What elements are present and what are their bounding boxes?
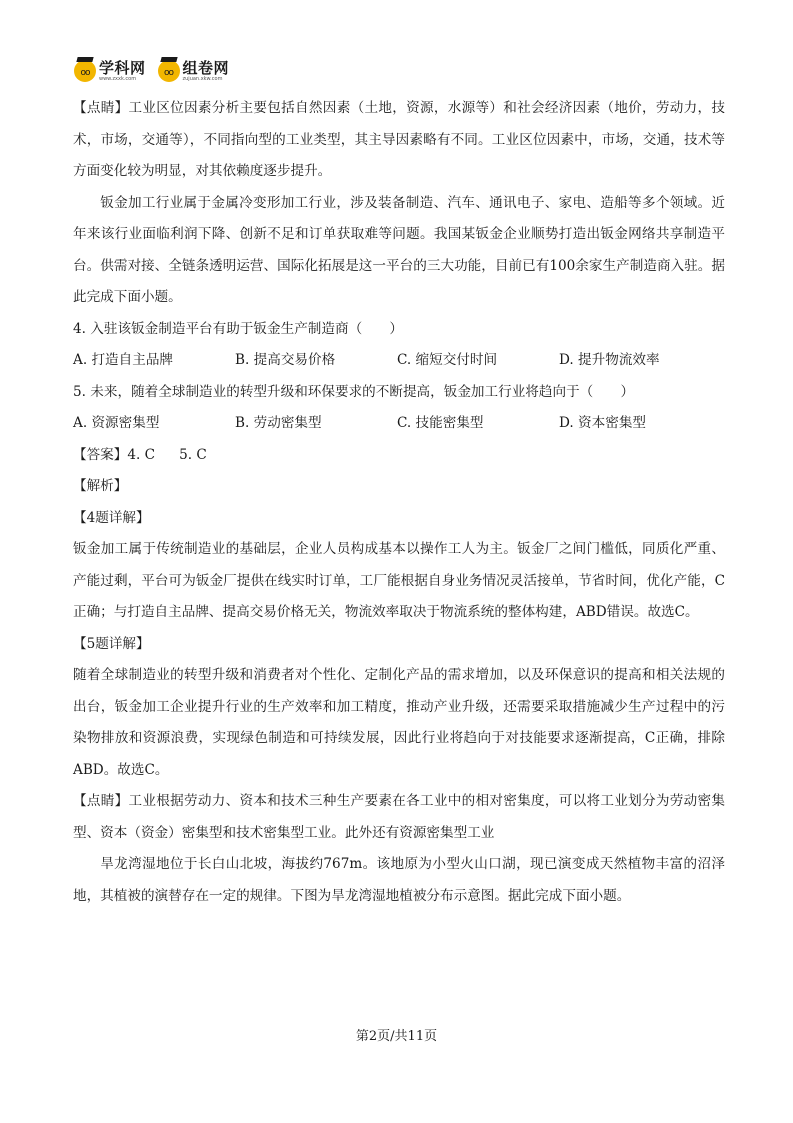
question-4-options (73, 345, 725, 377)
owl-icon: oo (158, 60, 180, 82)
answer-label: 【答案】 (73, 446, 128, 463)
option-d: D. 提升物流效率 (559, 352, 660, 368)
analysis-label: 【解析】 (73, 478, 128, 494)
detail-5-text: 随着全球制造业的转型升级和消费者对个性化、定制化产品的需求增加，以及环保意识的提高和相关法规的出台，钣金加工企业提升行业的生产效率和加工精度，推动产业升级，还需要采取措施减少生产过程中的污染物排放和资源浪费，实现绿色制造和可持续发展，因此行业将趋向于对技能要求逐渐提高，C正确，排除ABD。故选C。 (73, 667, 725, 778)
option-b: B. 劳动密集型 (235, 415, 322, 431)
intro-paragraph: 钣金加工行业属于金属冷变形加工行业，涉及装备制造、汽车、通讯电子、家电、造船等多个领域。近年来该行业面临利润下降、创新不足和订单获取难等问题。我国某钣金企业顺势打造出钣金网络共享制造平台。供需对接、全链条透明运营、国际化拓展是这一平台的三大功能，目前已有100余家生产制造商入驻。据此完成下面小题。 (73, 194, 725, 305)
answer-line (73, 440, 725, 472)
dianjing-2-paragraph: 【点睛】工业根据劳动力、资本和技术三种生产要素在各工业中的相对密集度，可以将工业划分为劳动密集型、资本（资金）密集型和技术密集型工业。此外还有资源密集型工业 (73, 793, 725, 841)
option-c: C. 技能密集型 (397, 415, 484, 431)
xuekewang-logo (74, 60, 146, 82)
page-number: 第2页/共11页 (355, 1029, 438, 1044)
question-4: 4. 入驻该钣金制造平台有助于钣金生产制造商（ ） (73, 320, 403, 337)
question-5: 5. 未来，随着全球制造业的转型升级和环保要求的不断提高，钣金加工行业将趋向于（ ） (73, 383, 635, 400)
option-d: D. 资本密集型 (559, 415, 647, 431)
detail-4-text: 钣金加工属于传统制造业的基础层，企业人员构成基本以操作工人为主。钣金厂之间门槛低，同质化严重、产能过剩，平台可为钣金厂提供在线实时订单，工厂能根据自身业务情况灵活接单，节省时间，优化产能，C正确；与打造自主品牌、提高交易价格无关，物流效率取决于物流系统的整体构建，ABD错误。故选C。 (73, 541, 725, 620)
option-a: A. 打造自主品牌 (73, 352, 174, 368)
document-body (73, 93, 725, 912)
option-b: B. 提高交易价格 (235, 352, 336, 368)
option-a: A. 资源密集型 (73, 415, 160, 431)
question-5-options (73, 408, 725, 440)
logo-name: 学科网 (99, 58, 146, 77)
detail-4-label: 【4题详解】 (73, 509, 150, 526)
logo-url: www.zxxk.com (99, 75, 137, 82)
zujuanwang-logo (158, 60, 230, 82)
answer-5: 5. C (179, 446, 207, 463)
dianjing-paragraph: 【点睛】工业区位因素分析主要包括自然因素（土地，资源，水源等）和社会经济因素（地价，劳动力，技术，市场，交通等），不同指向型的工业类型，其主导因素略有不同。工业区位因素中，市场，交通，技术等方面变化较为明显，对其依赖度逐步提升。 (73, 100, 725, 179)
answer-4: 4. C (127, 446, 156, 463)
option-c: C. 缩短交付时间 (397, 352, 498, 368)
logo-name: 组卷网 (182, 58, 230, 77)
owl-icon: oo (74, 60, 96, 82)
wetland-intro-paragraph: 旱龙湾湿地位于长白山北坡，海拔约767m。该地原为小型火山口湖，现已演变成天然植物丰富的沼泽地，其植被的演替存在一定的规律。下图为旱龙湾湿地植被分布示意图。据此完成下面小题。 (73, 856, 725, 904)
header-logos (74, 57, 241, 85)
detail-5-label: 【5题详解】 (73, 635, 150, 652)
logo-url: zujuan.xkw.com (182, 75, 223, 82)
